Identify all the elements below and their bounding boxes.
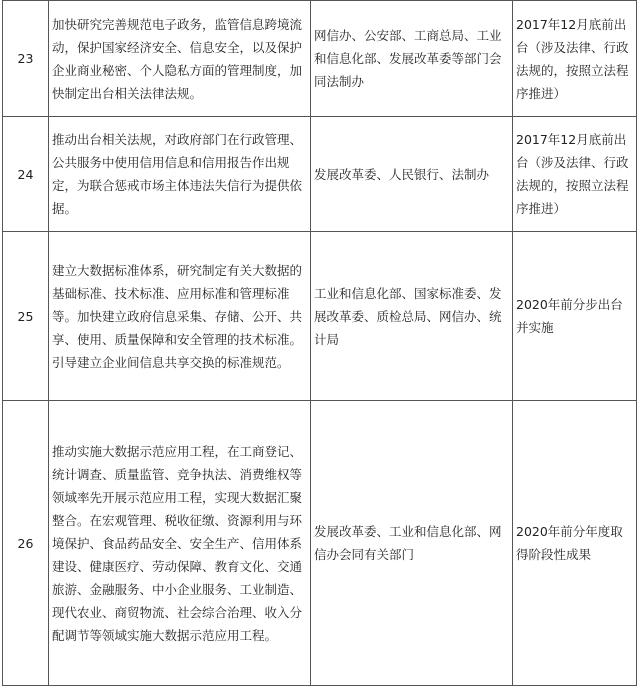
responsible-departments: 网信办、公安部、工商总局、工业和信息化部、发展改革委等部门会同法制办	[311, 1, 513, 117]
table-row	[3, 117, 637, 232]
task-description: 建立大数据标准体系，研究制定有关大数据的基础标准、技术标准、应用标准和管理标准等。加快建立政府信息采集、存储、公开、共享、使用、质量保障和安全管理的技术标准。引导建立企业间信息共享交换的标准规范。	[49, 232, 311, 401]
row-number: 25	[3, 232, 49, 401]
row-number: 26	[3, 401, 49, 686]
deadline: 2020年前分年度取得阶段性成果	[513, 401, 637, 686]
policy-task-table	[2, 0, 637, 686]
table-row	[3, 401, 637, 686]
responsible-departments: 发展改革委、人民银行、法制办	[311, 117, 513, 232]
deadline: 2020年前分步出台并实施	[513, 232, 637, 401]
responsible-departments: 发展改革委、工业和信息化部、网信办会同有关部门	[311, 401, 513, 686]
deadline: 2017年12月底前出台（涉及法律、行政法规的，按照立法程序推进）	[513, 117, 637, 232]
task-description: 加快研究完善规范电子政务，监管信息跨境流动，保护国家经济安全、信息安全，以及保护企业商业秘密、个人隐私方面的管理制度，加快制定出台相关法律法规。	[49, 1, 311, 117]
table-row	[3, 1, 637, 117]
task-description: 推动出台相关法规，对政府部门在行政管理、公共服务中使用信用信息和信用报告作出规定，为联合惩戒市场主体违法失信行为提供依据。	[49, 117, 311, 232]
table-row	[3, 232, 637, 401]
task-description: 推动实施大数据示范应用工程，在工商登记、统计调查、质量监管、竞争执法、消费维权等领域率先开展示范应用工程，实现大数据汇聚整合。在宏观管理、税收征缴、资源利用与环境保护、食品药品安全、安全生产、信用体系建设、健康医疗、劳动保障、教育文化、交通旅游、金融服务、中小企业服务、工业制造、现代农业、商贸物流、社会综合治理、收入分配调节等领域实施大数据示范应用工程。	[49, 401, 311, 686]
responsible-departments: 工业和信息化部、国家标准委、发展改革委、质检总局、网信办、统计局	[311, 232, 513, 401]
deadline: 2017年12月底前出台（涉及法律、行政法规的，按照立法程序推进）	[513, 1, 637, 117]
row-number: 24	[3, 117, 49, 232]
row-number: 23	[3, 1, 49, 117]
